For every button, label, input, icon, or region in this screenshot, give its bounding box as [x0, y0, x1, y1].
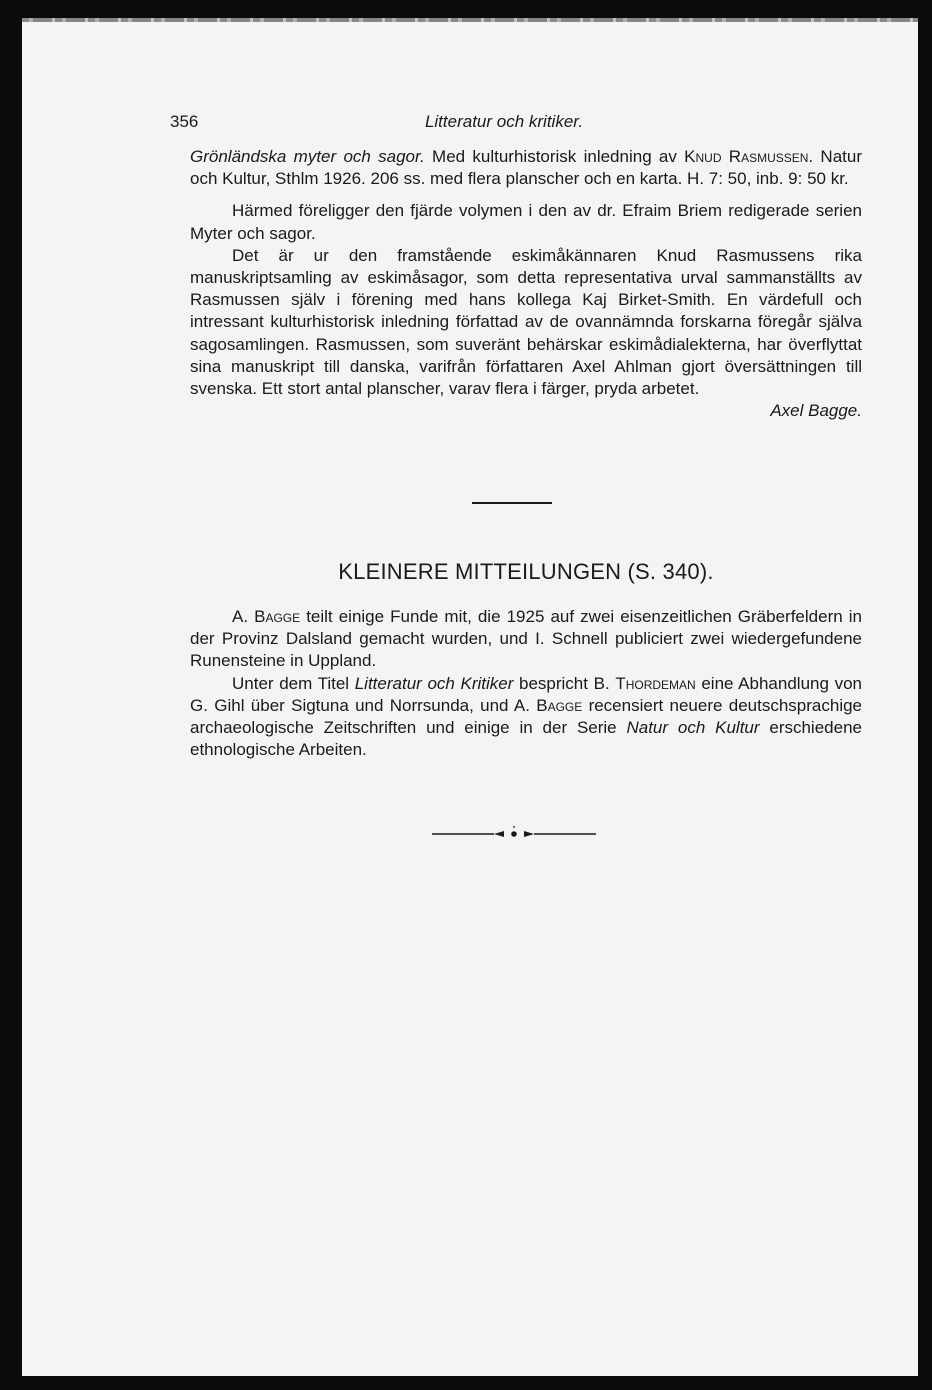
p2-title: Litteratur och Kritiker — [354, 673, 514, 693]
p2-name-2: Bagge — [536, 695, 583, 715]
section-paragraph-1 — [190, 606, 862, 673]
section-divider — [472, 502, 552, 504]
author-name: Knud Rasmussen — [684, 147, 809, 166]
p2-text-a: Unter dem Titel — [232, 673, 355, 693]
p2-text-b: bespricht B. — [513, 673, 616, 693]
p2-text-c: eine Abhandlung von G. Gihl über Sigtuna und Norrsunda, und A. — [190, 673, 862, 715]
entry-text-2: . Natur och Kultur, Sthlm 1926. 206 ss. med flera planscher och en karta. H. 7: 50, inb. 9: 50 kr. — [190, 147, 862, 189]
p2-text-e: erschiedene ethnologische Arbeiten. — [190, 718, 862, 760]
reviewer-signature: Axel Bagge. — [770, 401, 862, 421]
p1-text-a: A. — [232, 607, 255, 626]
bibliographic-entry — [190, 146, 862, 190]
p2-series: Natur och Kultur — [626, 718, 760, 738]
page-header — [168, 112, 840, 136]
section-body — [190, 606, 862, 761]
p1-text-b: teilt einige Funde mit, die 1925 auf zwei eisenzeitlichen Gräberfeldern in der Provinz Dalsland gemacht wurden, und I. Schnell publiciert zwei wiedergefundene Runensteine in Uppland. — [190, 607, 862, 671]
document-page — [22, 18, 918, 1376]
review-paragraph-2: Det är ur den framstående eskimåkännaren Knud Rasmussens rika manuskriptsamling av eskimåsagor, som detta representativa urval sammanställts av Rasmussen själv i förening med hans kollega Kaj Birket-Smith. En värdefull och intressant kulturhistorisk inledning författad av de ovannämnda forskarna föregår själva sagosamlingen. Rasmussen, som suveränt behärskar eskimådialekterna, har överflyttat sina manuskript till danska, varifrån författaren Axel Ahlman gjort översättningen till svenska. Ett stort antal planscher, varav flera i färger, pryda arbetet. — [190, 245, 862, 399]
closing-ornament — [432, 824, 596, 844]
p1-name: Bagge — [254, 607, 301, 626]
p2-text-d: recensiert neuere deutschsprachige archaeologische Zeitschriften und einige in der Serie — [190, 695, 863, 738]
running-title: Litteratur och kritiker. — [424, 112, 584, 131]
book-title: Grönländska myter och sagor. — [190, 147, 425, 166]
section-title: KLEINERE MITTEILUNGEN (S. 340). — [338, 559, 714, 584]
scan-edge-noise — [22, 18, 918, 22]
entry-text-1: Med kulturhistorisk inledning av — [424, 147, 685, 166]
section-paragraph-2 — [190, 673, 862, 762]
page-number: 356 — [170, 112, 199, 131]
review-paragraph-1: Härmed föreligger den fjärde volymen i den av dr. Efraim Briem redigerade serien Myter och sagor. — [190, 201, 862, 243]
p2-name-1: Thordeman — [615, 673, 696, 693]
review-entry — [190, 146, 862, 422]
